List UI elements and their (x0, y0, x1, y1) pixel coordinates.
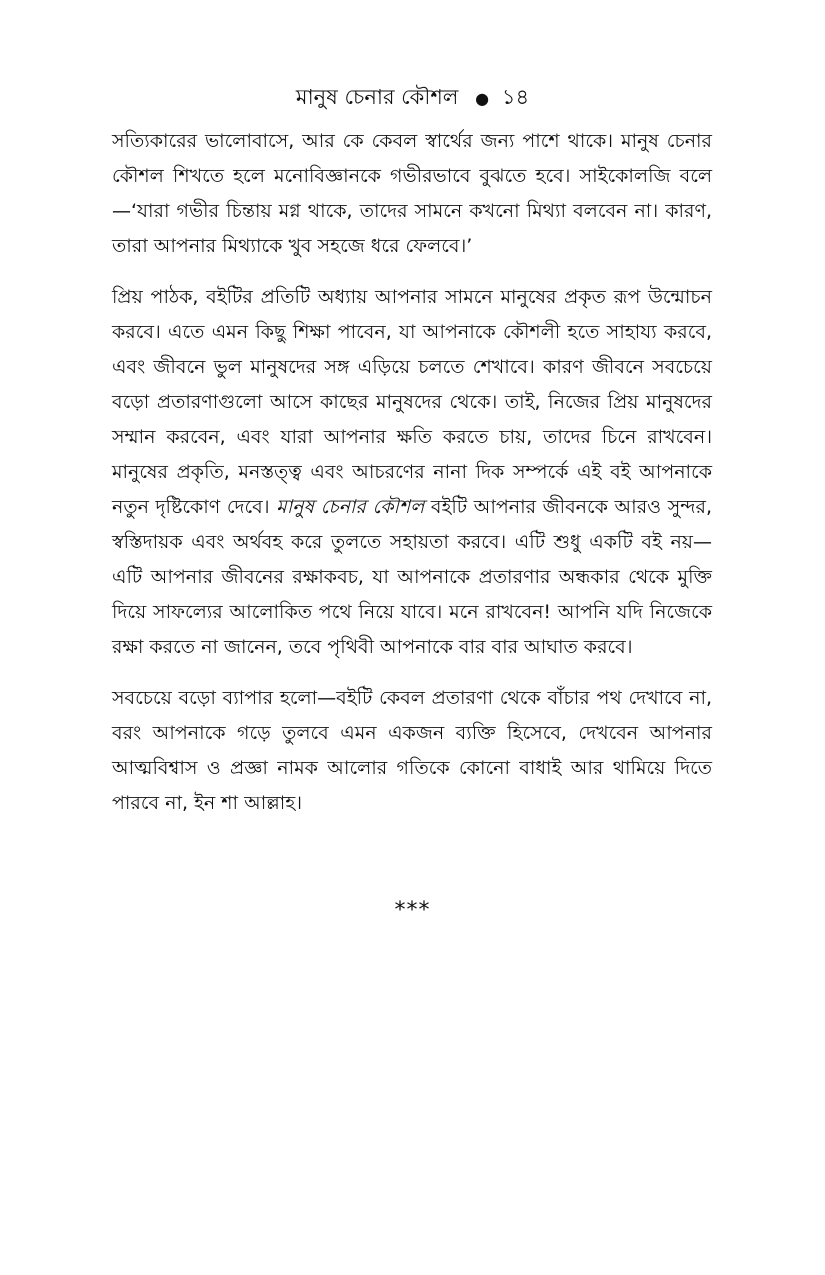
paragraph-3: সবচেয়ে বড়ো ব্যাপার হলো—বইটি কেবল প্রতারণা থেকে বাঁচার পথ দেখাবে না, বরং আপনাকে গড়ে তুলবে এমন একজন ব্যক্তি হিসেবে, দেখবেন আপনার আত্মবিশ্বাস ও প্রজ্ঞা নামক আলোর গতিকে কোনো বাধাই আর থামিয়ে দিতে পারবে না, ইন শা আল্লাহ। (112, 687, 712, 814)
header-separator-bullet: ● (475, 89, 490, 108)
paragraph-2-part-2: বইটি আপনার জীবনকে আরও সুন্দর, স্বস্তিদায়ক এবং অর্থবহ করে তুলতে সহায়তা করবে। এটি শুধু একটি বই নয়—এটি আপনার জীবনের রক্ষাকবচ, যা আপনাকে প্রতারণার অন্ধকার থেকে মুক্তি দিয়ে সাফল্যের আলোকিত পথে নিয়ে যাবে। মনে রাখবেন! আপনি যদি নিজেকে রক্ষা করতে না জানেন, তবে পৃথিবী আপনাকে বার বার আঘাত করবে। (112, 496, 713, 658)
book-title-header: মানুষ চেনার কৌশল (295, 85, 459, 109)
paragraph-2 (112, 280, 712, 665)
italic-book-title: মানুষ চেনার কৌশল (276, 496, 425, 518)
page-number: ১৪ (501, 85, 530, 109)
body-text (112, 124, 712, 837)
paragraph-2-part-1: প্রিয় পাঠক, বইটির প্রতিটি অধ্যায় আপনার সামনে মানুষের প্রকৃত রূপ উন্মোচন করবে। এতে এমন কিছু শিক্ষা পাবেন, যা আপনাকে কৌশলী হতে সাহায্য করবে, এবং জীবনে ভুল মানুষদের সঙ্গ এড়িয়ে চলতে শেখাবে। কারণ জীবনে সবচেয়ে বড়ো প্রতারণাগুলো আসে কাছের মানুষদের থেকে। তাই, নিজের প্রিয় মানুষদের সম্মান করবেন, এবং যারা আপনার ক্ষতি করতে চায়, তাদের চিনে রাখবেন। মানুষের প্রকৃতি, মনস্তত্ত্ব এবং আচরণের নানা দিক সম্পর্কে এই বই আপনাকে নতুন দৃষ্টিকোণ দেবে। (112, 286, 712, 518)
running-header (0, 82, 825, 114)
paragraph-1: সত্যিকারের ভালোবাসে, আর কে কেবল স্বার্থের জন্য পাশে থাকে। মানুষ চেনার কৌশল শিখতে হলে মনোবিজ্ঞানকে গভীরভাবে বুঝতে হবে। সাইকোলজি বলে—‘যারা গভীর চিন্তায় মগ্ন থাকে, তাদের সামনে কখনো মিথ্যা বলবেন না। কারণ, তারা আপনার মিথ্যাকে খুব সহজে ধরে ফেলবে।’ (112, 130, 712, 257)
section-end-mark: *** (394, 898, 431, 923)
